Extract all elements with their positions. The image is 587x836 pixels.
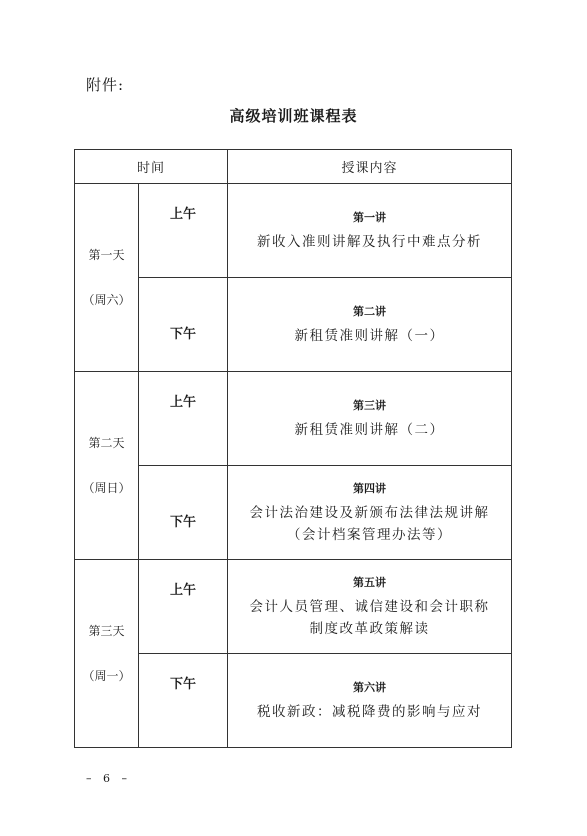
slot-label: 上午 <box>170 583 197 598</box>
topic-line: 新租赁准则讲解（二） <box>294 421 445 438</box>
document-title: 高级培训班课程表 <box>229 107 358 125</box>
slot-cell <box>139 654 228 748</box>
slot-cell <box>139 466 228 560</box>
table-row <box>75 466 512 560</box>
page-number: – 6 – <box>86 772 131 785</box>
table-header-row <box>75 150 512 184</box>
table-row <box>75 184 512 278</box>
slot-label: 上午 <box>170 207 197 222</box>
lecture-number: 第六讲 <box>353 680 387 694</box>
slot-label: 下午 <box>170 515 197 530</box>
slot-label: 下午 <box>170 677 197 692</box>
weekday-label: （周一） <box>82 668 131 683</box>
topic-line: 会计法治建设及新颁布法律法规讲解 <box>249 504 490 521</box>
weekday-label: （周六） <box>82 292 131 307</box>
day-label: 第二天 <box>88 436 125 451</box>
slot-cell <box>139 560 228 654</box>
content-cell <box>228 278 512 372</box>
lecture-number: 第四讲 <box>353 481 387 495</box>
table-row <box>75 372 512 466</box>
header-time-label: 时间 <box>137 161 166 176</box>
table-row <box>75 278 512 372</box>
topic-line: 新租赁准则讲解（一） <box>294 327 445 344</box>
attachment-label: 附件: <box>86 76 125 94</box>
lecture-number: 第一讲 <box>353 210 387 224</box>
topic-line: （会计档案管理办法等） <box>287 526 453 543</box>
content-cell <box>228 654 512 748</box>
header-content-label: 授课内容 <box>341 161 398 176</box>
day-label: 第三天 <box>88 624 125 639</box>
table-row <box>75 654 512 748</box>
lecture-number: 第三讲 <box>353 398 387 412</box>
slot-label: 上午 <box>170 395 197 410</box>
topic-line: 新收入准则讲解及执行中难点分析 <box>257 233 483 250</box>
slot-label: 下午 <box>170 327 197 342</box>
table-row <box>75 560 512 654</box>
course-schedule-table <box>74 149 512 748</box>
slot-cell <box>139 372 228 466</box>
day-cell <box>75 184 139 372</box>
topic-line: 会计人员管理、诚信建设和会计职称 <box>249 598 490 615</box>
topic-line: 制度改革政策解读 <box>309 620 430 637</box>
content-cell <box>228 466 512 560</box>
weekday-label: （周日） <box>82 480 131 495</box>
slot-cell <box>139 278 228 372</box>
day-cell <box>75 560 139 748</box>
lecture-number: 第二讲 <box>353 304 387 318</box>
day-cell <box>75 372 139 560</box>
header-time <box>75 150 228 184</box>
day-label: 第一天 <box>88 248 125 263</box>
lecture-number: 第五讲 <box>353 575 387 589</box>
content-cell <box>228 560 512 654</box>
content-cell <box>228 184 512 278</box>
topic-line: 税收新政：减税降费的影响与应对 <box>257 703 483 720</box>
slot-cell <box>139 184 228 278</box>
header-content <box>228 150 512 184</box>
content-cell <box>228 372 512 466</box>
